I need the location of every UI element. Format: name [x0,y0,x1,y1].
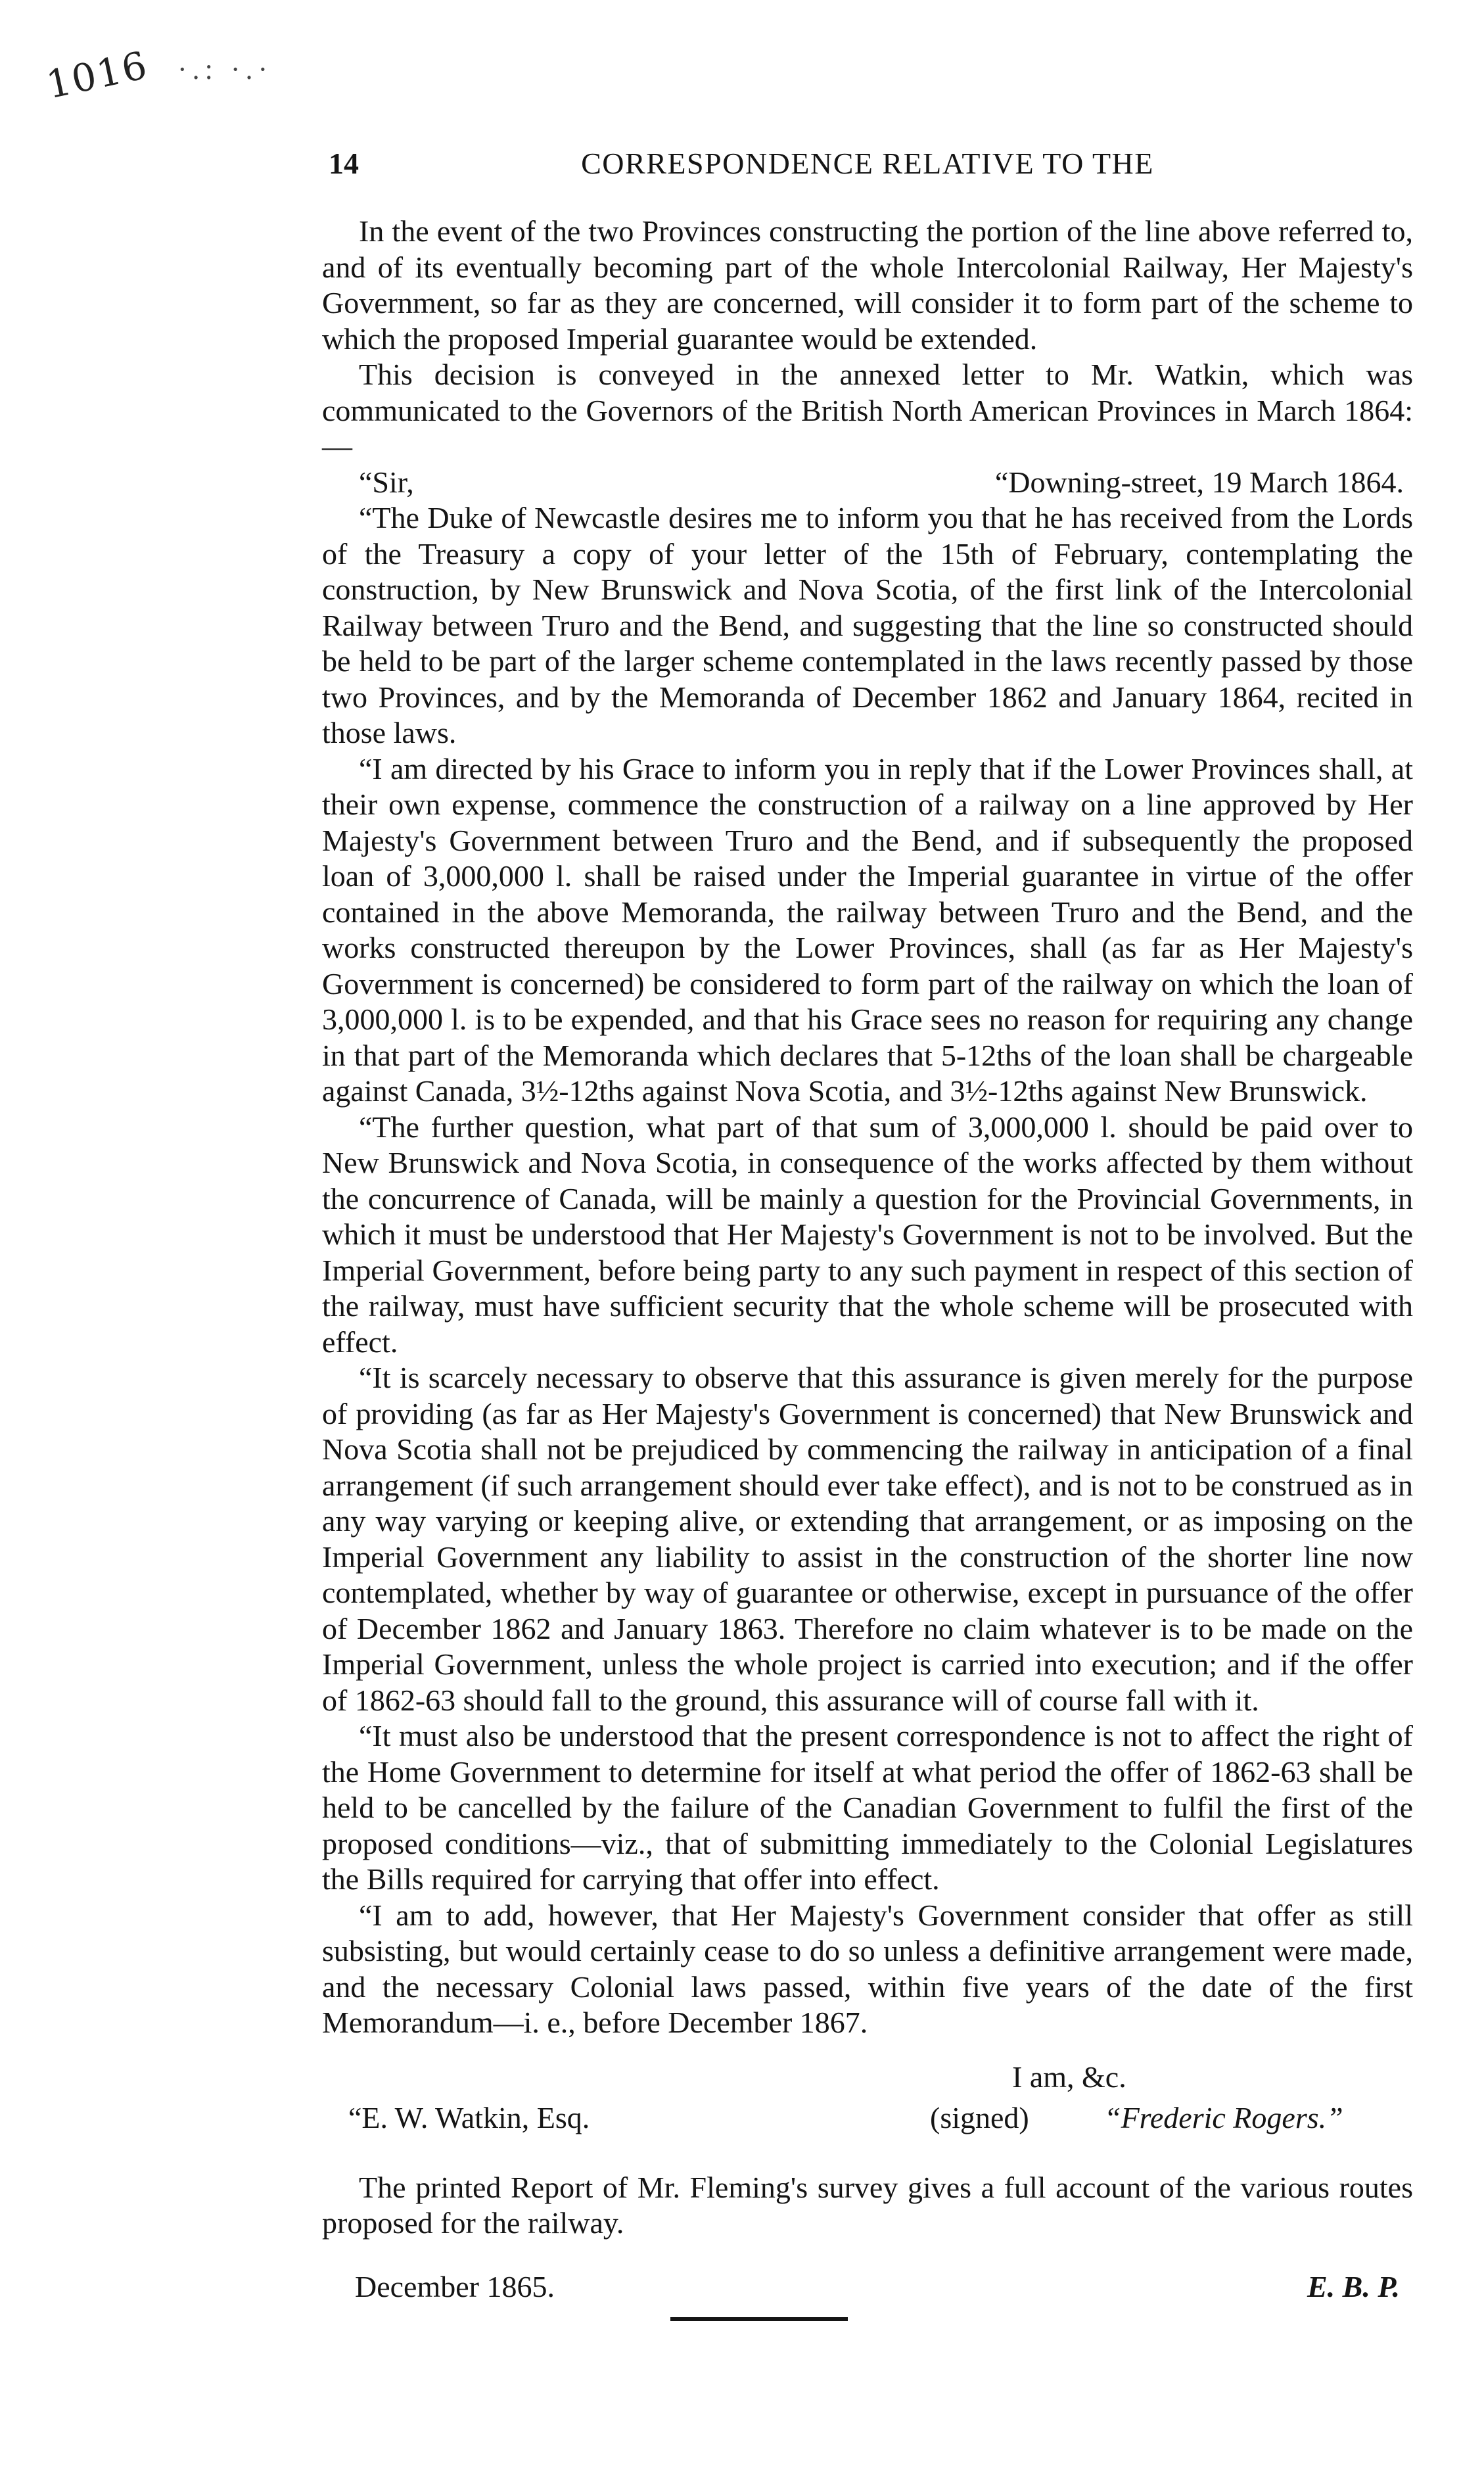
letter-paragraph-3: “The further question, what part of that sum of 3,000,000 l. should be paid over to New Brunswick and Nova Scotia, in consequence of the works affected by them without the concurrence of Canada, will be mainly a question for the Provincial Governments, in which it must be understood that Her Majesty's Government is not to be involved. But the Imperial Government, before being party to any such payment in respect of this section of the railway, must have sufficient security that the whole scheme will be prosecuted with effect. [322,1110,1413,1359]
letter-paragraph-4: “It is scarcely necessary to observe that this assurance is given merely for the purpose of providing (as far as Her Majesty's Government is concerned) that New Brunswick and Nova Scotia shall not be prejudiced by commencing the railway in anticipation of a final arrangement (if such arrangement should ever take effect), and is not to be construed as in any way varying or keeping alive, or extending that arrangement, or as imposing on the Imperial Government any liability to assist in the construction of the shorter line now contemplated, whether by way of guarantee or otherwise, except in pursuance of the offer of December 1862 and January 1863. Therefore no claim whatever is to be made on the Imperial Government, unless the whole project is carried into execution; and if the offer of 1862-63 should fall to the ground, this assurance will of course fall with it. [322,1361,1413,1717]
footer-initials: E. B. P. [1307,2269,1400,2303]
signed-label: (signed) [930,2100,1029,2134]
letter-dateline: “Downing-street, 19 March 1864. [994,465,1404,499]
letter-paragraph-2: “I am directed by his Grace to inform you in reply that if the Lower Provinces shall, at their own expense, commence the construction of a railway on a line approved by Her Majesty's Government between Truro and the Bend, and if subsequently the proposed loan of 3,000,000 l. shall be raised under the Imperial guarantee in virtue of the offer contained in the above Memoranda, the railway between Truro and the Bend, and the works constructed thereupon by the Lower Provinces, shall (as far as Her Majesty's Government is concerned) be considered to form part of the railway on which the loan of 3,000,000 l. is to be expended, and that his Grace sees no reason for requiring any change in that part of the Memoranda which declares that 5-12ths of the loan shall be chargeable against Canada, 3½-12ths against Nova Scotia, and 3½-12ths against New Brunswick. [322,751,1413,1108]
letter-heading [322,465,1413,501]
page-number: 14 [329,147,359,180]
letter-closing [322,2059,1413,2158]
footer-date: December 1865. [355,2269,555,2303]
scan-specks: ·.: ·.· [177,53,273,85]
letter-paragraph-5: “It must also be understood that the present correspondence is not to affect the right of the Home Government to determine for itself at what period the offer of 1862-63 shall be held to be cancelled by the failure of the Canadian Government to fulfil the first of the proposed conditions—viz., that of submitting immediately to the Colonial Legislatures the Bills required for carrying that offer into effect. [322,1719,1413,1896]
closing-rule [670,2317,848,2321]
closing-phrase: I am, &c. [1012,2059,1126,2094]
letter-paragraph-6: “I am to add, however, that Her Majesty's Government consider that offer as still subsisting, but would certainly cease to do so unless a definitive arrangement were made, and the necessary Colonial laws passed, within five years of the date of the first Memorandum—i. e., before December 1867. [322,1898,1413,2039]
after-note: The printed Report of Mr. Fleming's survey gives a full account of the various routes proposed for the railway. [322,2170,1413,2240]
letter-signature: “Frederic Rogers.” [1104,2100,1343,2134]
document-body [322,214,1413,2322]
page-footer [322,2269,1413,2322]
running-head: CORRESPONDENCE RELATIVE TO THE [581,147,1154,180]
intro-paragraph-1: In the event of the two Provinces constructing the portion of the line above referred to, and of its eventually becoming part of the whole Intercolonial Railway, Her Majesty's Government, so far as they are concerned, will consider it to form part of the scheme to which the proposed Imperial guarantee would be extended. [322,214,1413,356]
letter-addressee: “E. W. Watkin, Esq. [348,2100,590,2134]
intro-paragraph-2: This decision is conveyed in the annexed letter to Mr. Watkin, which was communicated to the Governors of the British North American Provinces in March 1864:— [322,358,1413,463]
letter-paragraph-1: “The Duke of Newcastle desires me to inform you that he has received from the Lords of the Treasury a copy of your letter of the 15th of February, contemplating the construction, by New Brunswick and Nova Scotia, of the first link of the Intercolonial Railway between Truro and the Bend, and suggesting that the line so constructed should be held to be part of the larger scheme contemplated in the laws recently passed by those two Provinces, and by the Memoranda of December 1862 and January 1864, recited in those laws. [322,501,1413,749]
handwritten-margin-note: 1016 [42,42,152,108]
letter-salutation: “Sir, [359,465,414,499]
page-header [329,146,1406,192]
